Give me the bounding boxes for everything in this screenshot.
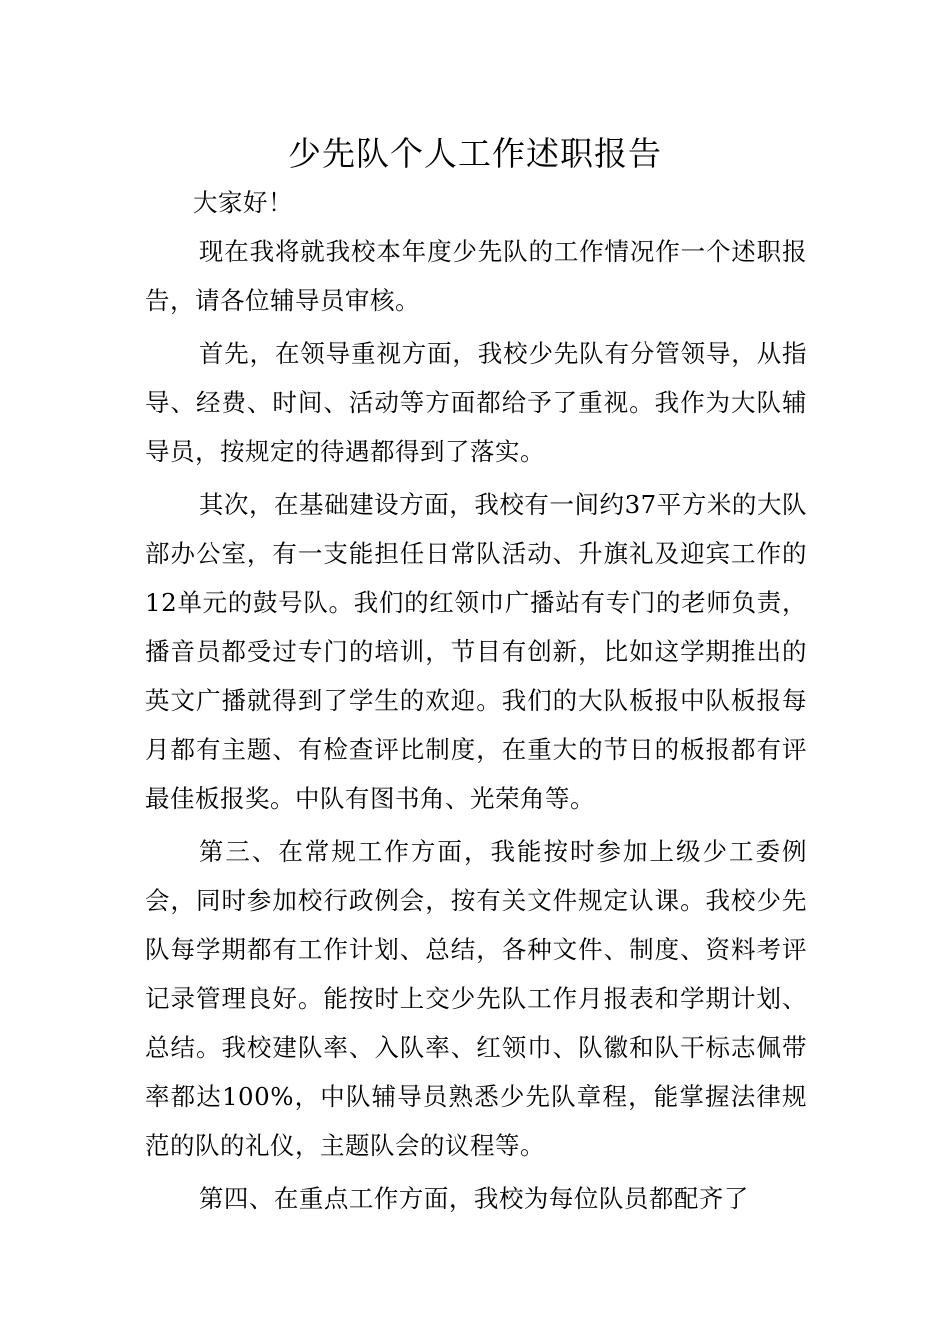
document-title: 少先队个人工作述职报告 — [288, 134, 662, 173]
paragraph-infrastructure: 其次，在基础建设方面，我校有一间约37平方米的大队部办公室，有一支能担任日常队活动、升旗礼及迎宾工作的12单元的鼓号队。我们的红领巾广播站有专门的老师负责，播音员都受过专门的培训，节目有创新，比如这学期推出的英文广播就得到了学生的欢迎。我们的大队板报中队板报每月都有主题、有检查评比制度，在重大的节日的板报都有评最佳板报奖。中队有图书角、光荣角等。 — [145, 490, 807, 813]
paragraph-routine-work: 第三、在常规工作方面，我能按时参加上级少工委例会，同时参加校行政例会，按有关文件规定认课。我校少先队每学期都有工作计划、总结，各种文件、制度、资料考评记录管理良好。能按时上交少先队工作月报表和学期计划、总结。我校建队率、入队率、红领巾、队徽和队干标志佩带率都达100%，中队辅导员熟悉少先队章程，能掌握法律规范的队的礼仪，主题队会的议程等。 — [145, 837, 807, 1160]
greeting-line: 大家好！ — [193, 188, 293, 217]
paragraph-key-work: 第四、在重点工作方面，我校为每位队员都配齐了 — [198, 1184, 749, 1213]
document-body — [145, 178, 807, 1227]
paragraph-leadership: 首先，在领导重视方面，我校少先队有分管领导，从指导、经费、时间、活动等方面都给予了重视。我作为大队辅导员，按规定的待遇都得到了落实。 — [145, 339, 807, 466]
paragraph-intro: 现在我将就我校本年度少先队的工作情况作一个述职报告，请各位辅导员审核。 — [145, 237, 807, 315]
